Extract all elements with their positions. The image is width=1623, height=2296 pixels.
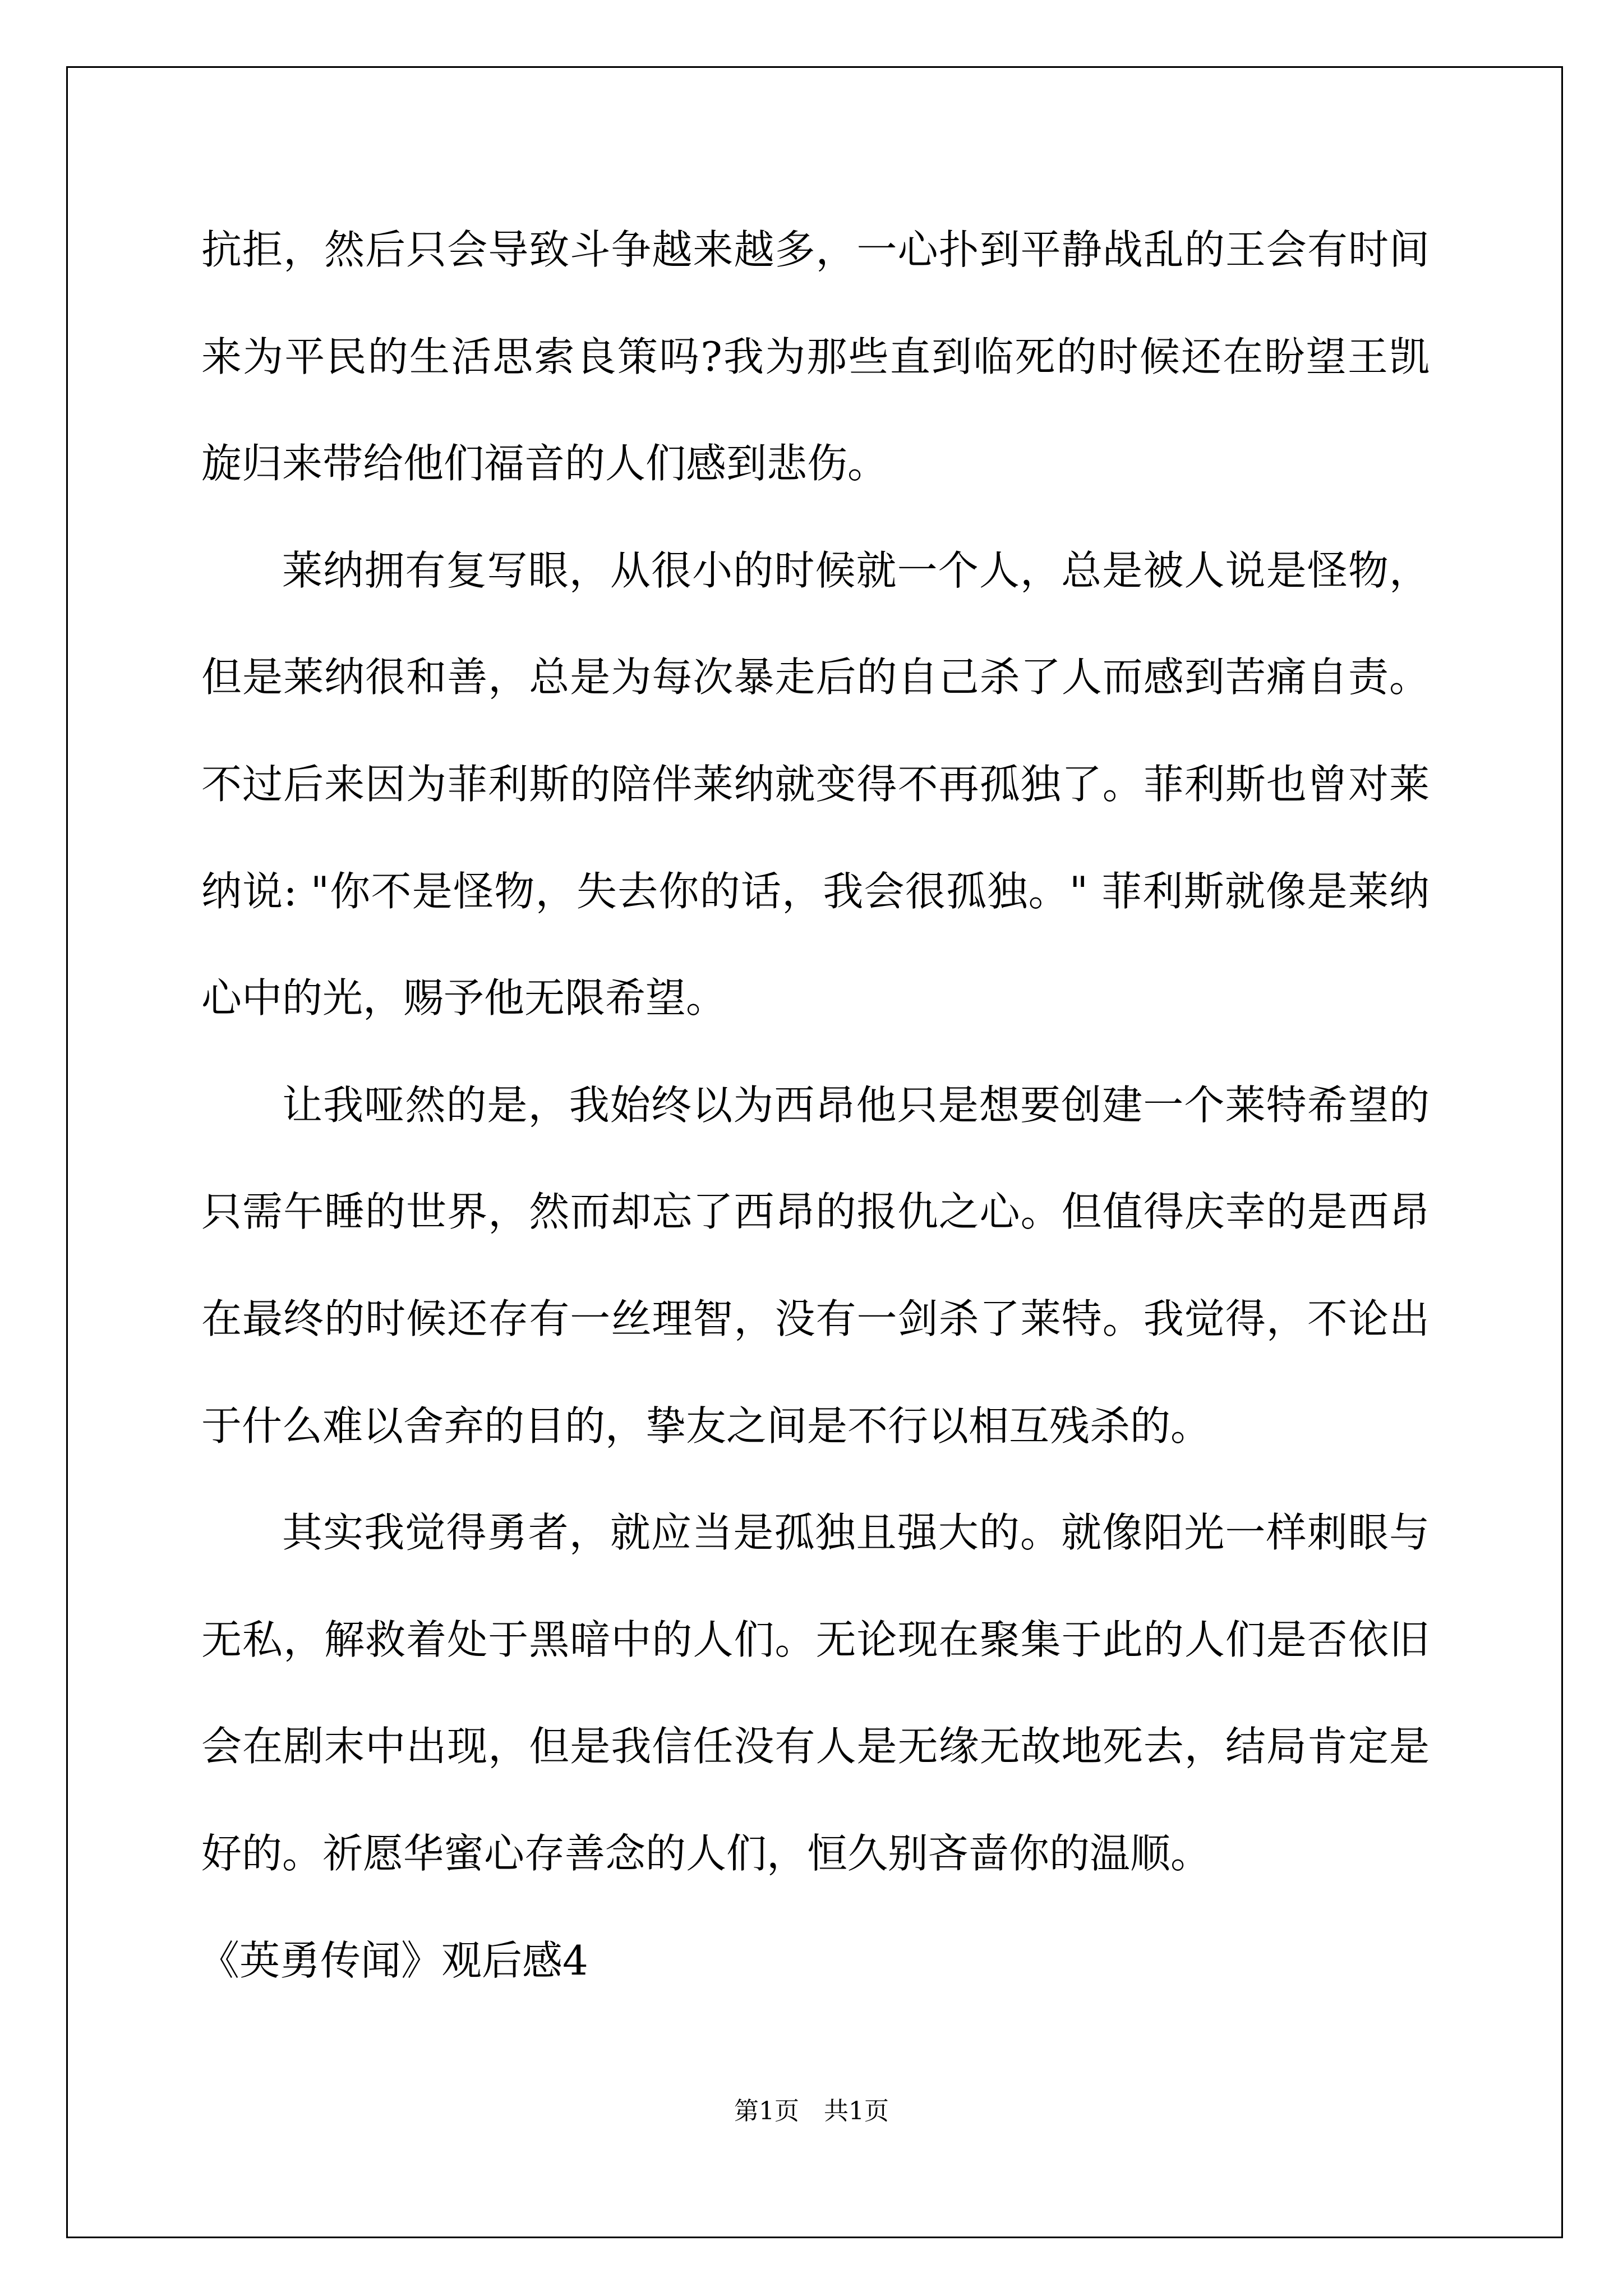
text-line: 其实我觉得勇者，就应当是孤独且强大的。就像阳光一样刺眼与 [282, 1509, 1430, 1557]
text-line: 会在剧末中出现，但是我信任没有人是无缘无故地死去，结局肯定是 [201, 1723, 1430, 1770]
document-body [201, 196, 1430, 2014]
page-footer: 第1页 共1页 [734, 2097, 889, 2125]
text-line: 只需午睡的世界，然而却忘了西昂的报仇之心。但值得庆幸的是西昂 [201, 1188, 1430, 1236]
text-line: 于什么难以舍弃的目的，挚友之间是不行以相互残杀的。 [201, 1402, 1211, 1450]
text-line: 旋归来带给他们福音的人们感到悲伤。 [201, 440, 888, 487]
paragraph [201, 1479, 1430, 1907]
text-line: 莱纳拥有复写眼，从很小的时候就一个人，总是被人说是怪物， [282, 546, 1430, 594]
text-line: 抗拒，然后只会导致斗争越来越多，一心扑到平静战乱的王会有时间 [201, 226, 1430, 273]
section-heading: 《英勇传闻》观后感4 [199, 1936, 588, 1984]
text-line: 不过后来因为菲利斯的陪伴莱纳就变得不再孤独了。菲利斯也曾对莱 [201, 760, 1430, 808]
text-line: 让我哑然的是，我始终以为西昂他只是想要创建一个莱特希望的 [282, 1081, 1430, 1129]
text-line: 心中的光，赐予他无限希望。 [201, 974, 727, 1022]
paragraph [201, 517, 1430, 1052]
text-line: 但是莱纳很和善，总是为每次暴走后的自己杀了人而感到苦痛自责。 [201, 654, 1430, 701]
text-line: 无私，解救着处于黑暗中的人们。无论现在聚集于此的人们是否依旧 [201, 1616, 1430, 1663]
text-line: 好的。祈愿华蜜心存善念的人们，恒久别吝啬你的温顺。 [201, 1829, 1211, 1877]
text-line: 来为平民的生活思索良策吗?我为那些直到临死的时候还在盼望王凯 [201, 333, 1430, 380]
text-line: 在最终的时候还存有一丝理智，没有一剑杀了莱特。我觉得，不论出 [201, 1295, 1430, 1342]
paragraph [201, 1052, 1430, 1479]
paragraph [201, 196, 1430, 517]
text-line: 纳说: "你不是怪物，失去你的话，我会很孤独。" 菲利斯就像是莱纳 [201, 867, 1430, 915]
